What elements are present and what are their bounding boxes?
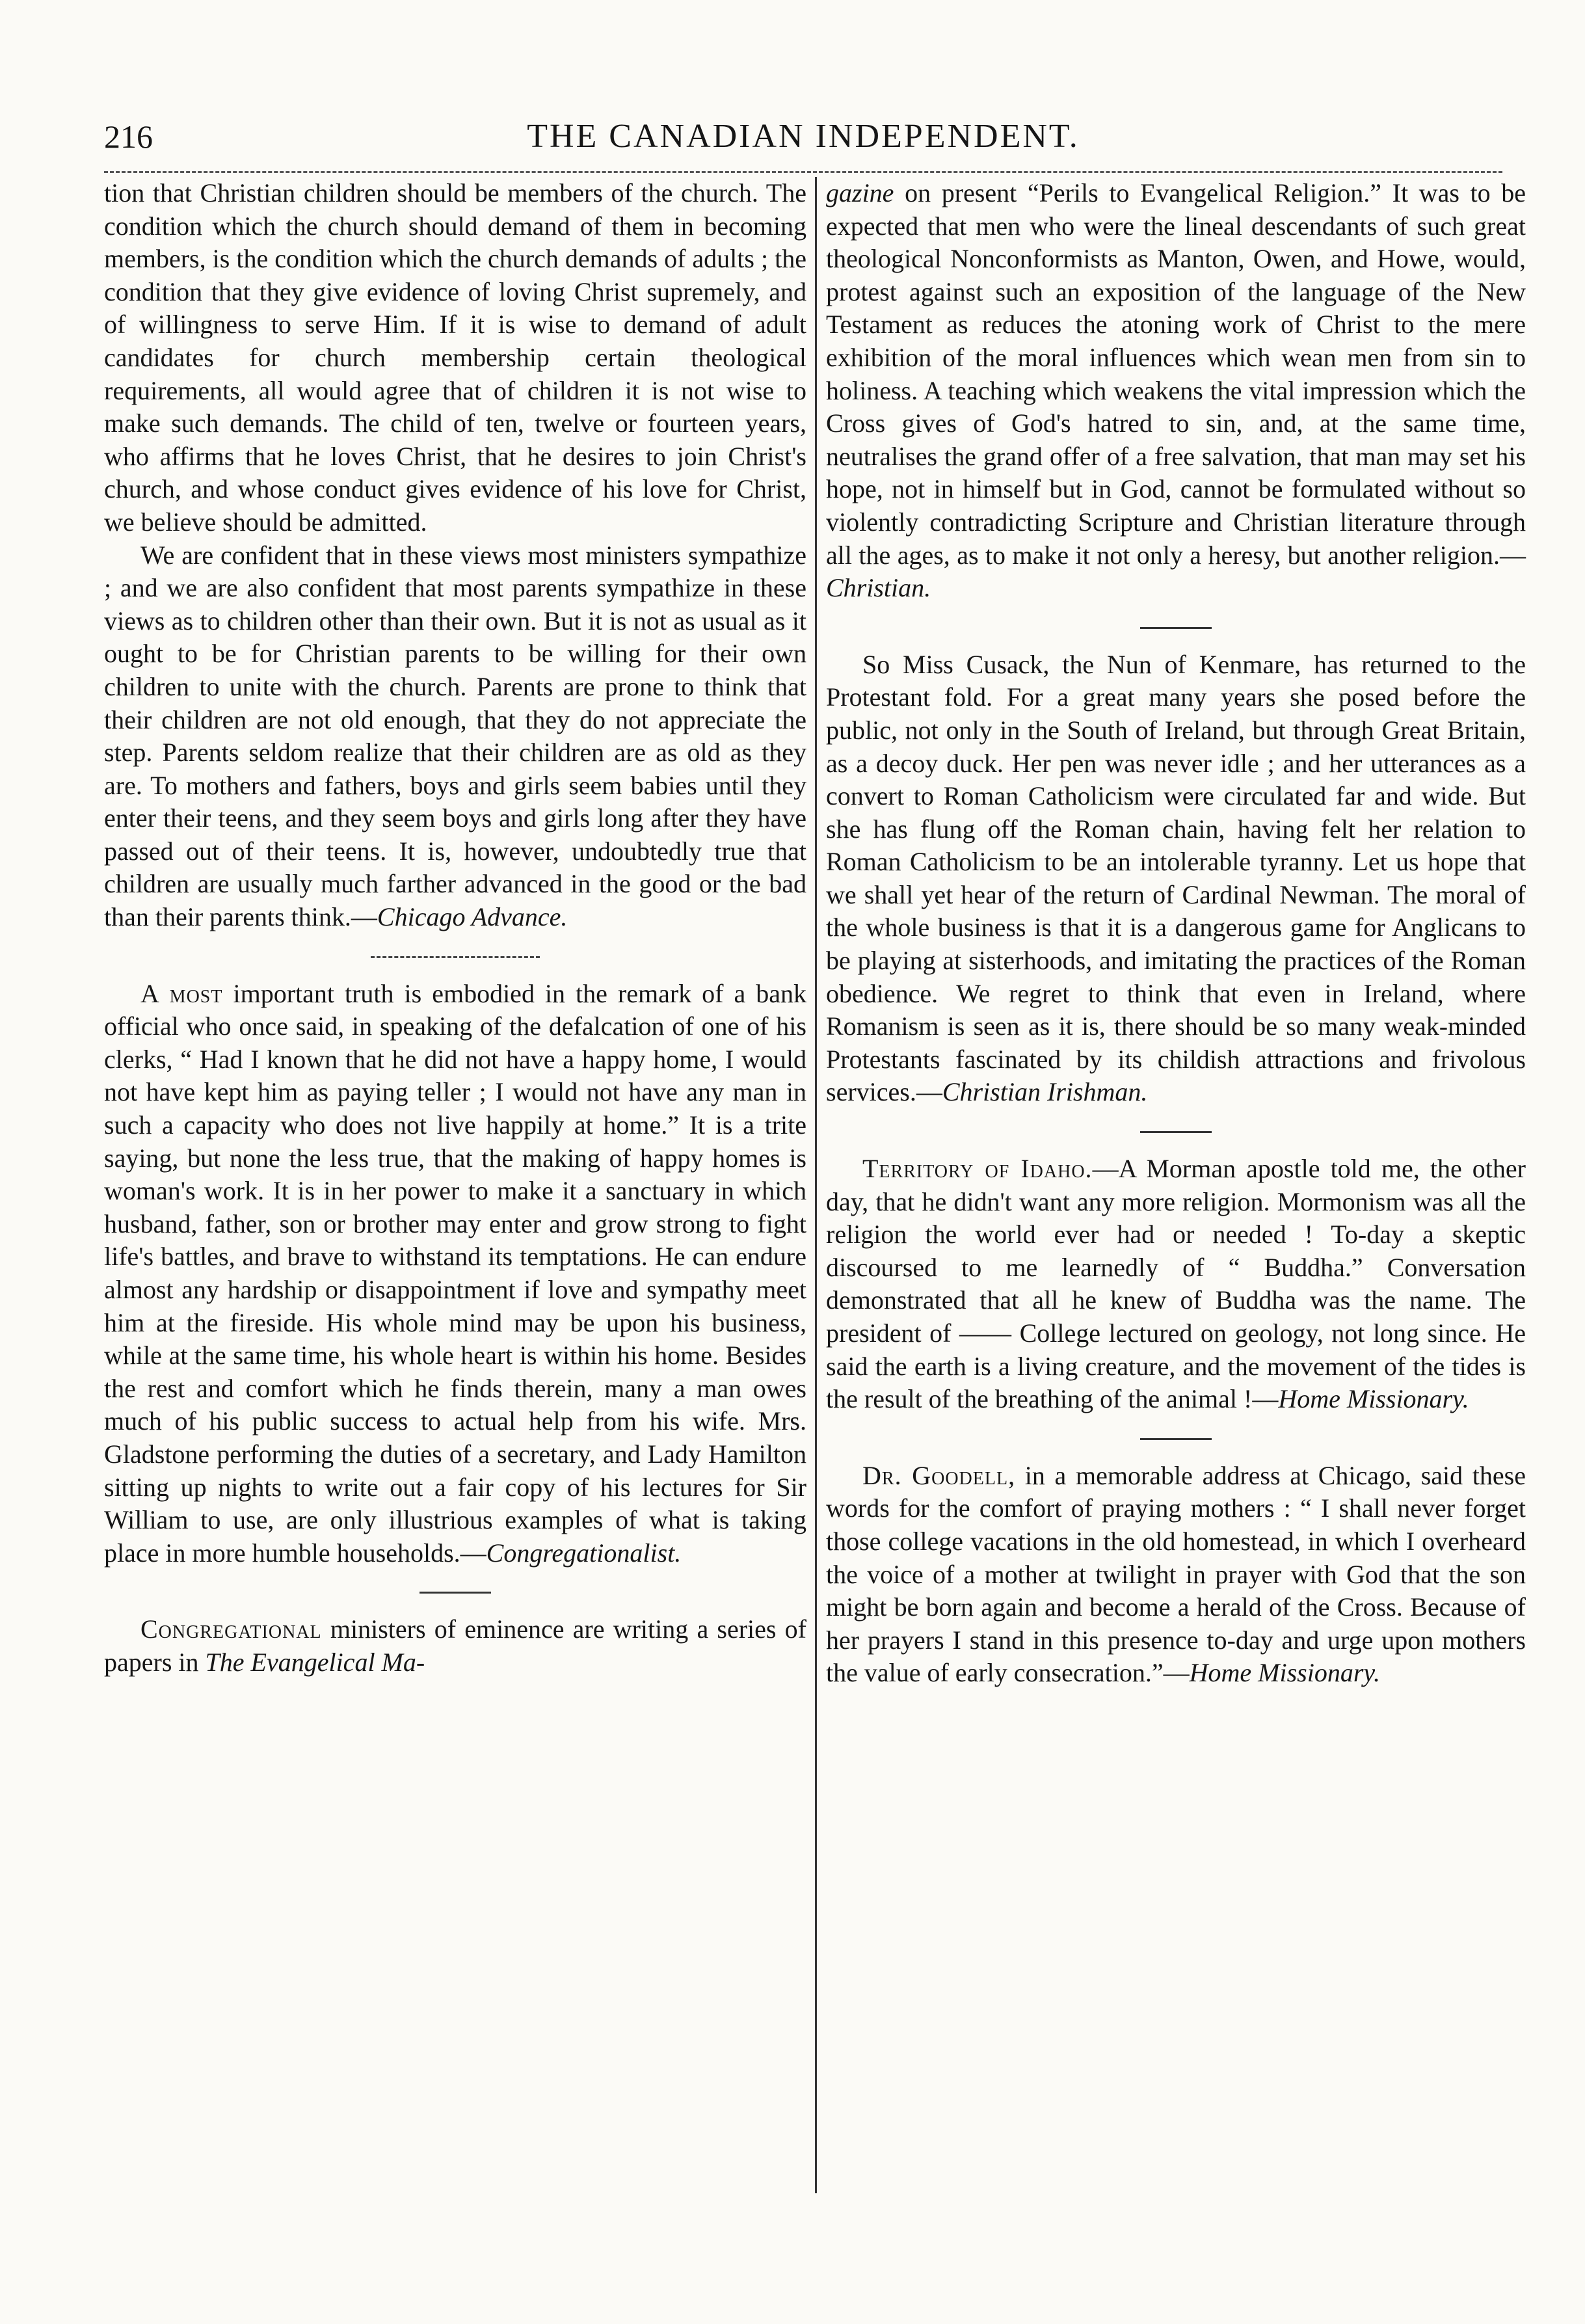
source-credit: Christian. [826, 573, 931, 603]
article-paragraph: Congregational ministers of eminence are writing a series of papers in The Evangelical Ma- [104, 1614, 806, 1677]
lead-in: Dr. Goodell, [862, 1460, 1016, 1490]
magazine-title: gazine [826, 178, 894, 207]
lead-in: A most [140, 978, 223, 1008]
article-separator [420, 1592, 491, 1594]
article-paragraph: gazine on present “Perils to Evangelical Religion.” It was to be expected that men who were the lineal descendants of such great theological Nonconformists as Manton, Owen, and Howe, would, protest against such an exposition of the language of the New Testament as reduces the atoning work of Christ to the mere exhibition of the moral influences which wean men from sin to holiness. A teaching which weakens the vital impression which the Cross gives of God's hatred to sin, and, at the same time, neutralises the grand offer of a free salvation, that man may set his hope, not in himself but in God, cannot be formulated without so violently contradicting Scripture and Christian literature through all the ages, as to make it not only a heresy, but another religion.—Christian. [826, 178, 1526, 603]
source-credit: Home Missionary. [1189, 1658, 1380, 1688]
page-number: 216 [104, 118, 153, 155]
article-separator [1140, 627, 1212, 629]
article-separator [1140, 1131, 1212, 1133]
article-paragraph: So Miss Cusack, the Nun of Kenmare, has returned to the Protestant fold. For a great many years she posed before the public, not only in the South of Ireland, but through Great Britain, as a decoy duck. Her pen was never idle ; and her utterances as a convert to Roman Catholicism were circulated far and wide. But she has flung off the Roman chain, having felt her relation to Roman Catholicism to be an intolerable tyranny. Let us hope that we shall yet hear of the return of Cardinal Newman. The moral of the whole business is that it is a dangerous game for Anglicans to be playing at sisterhoods, and imitating the practices of the Roman obedience. We regret to think that even in Ireland, where Romanism is seen as it is, there should be so many weak-minded Protestants fascinated by its childish attractions and frivolous services.—Christian Irishman. [826, 649, 1526, 1107]
right-column [826, 177, 1526, 1690]
source-credit: Chicago Advance. [377, 902, 568, 932]
lead-in: Territory of Idaho. [862, 1154, 1093, 1184]
article-separator [371, 956, 540, 958]
magazine-title: The Evangelical Ma- [205, 1647, 425, 1677]
source-credit: Congregationalist. [486, 1538, 682, 1568]
column-divider [815, 177, 817, 2193]
header-rule [104, 171, 1502, 173]
article-paragraph: Territory of Idaho.—A Morman apostle told me, the other day, that he didn't want any more religion. Mormonism was all the religion the world ever had or needed ! To-day a skeptic discoursed to me learnedly of “ Buddha.” Conversation demonstrated that all he knew of Buddha was the name. The president of —— College lectured on geology, not long since. He said the earth is a living creature, and the movement of the tides is the result of the breathing of the animal !—Home Missionary. [826, 1154, 1526, 1414]
article-separator [1140, 1438, 1212, 1440]
article-paragraph: We are confident that in these views most ministers sympathize ; and we are also confident that most parents sympathize in these views as to children other than their own. But it is not as usual as it ought to be for Christian parents to be willing for their own children to unite with the church. Parents are prone to think that their children are not old enough, that they do not appreciate the step. Parents seldom realize that their children are as old as they are. To mothers and fathers, boys and girls seem babies until they enter their teens, and they seem boys and girls long after they have passed out of their teens. It is, however, undoubtedly true that children are usually much farther advanced in the good or the bad than their parents think.—Chicago Advance. [104, 540, 806, 932]
article-paragraph: tion that Christian children should be members of the church. The condition which the church should demand of them in becoming members, is the condition which the church demands of adults ; the condition that they give evidence of loving Christ supremely, and of willingness to serve Him. If it is wise to demand of adult candidates for church membership certain theological requirements, all would agree that of children it is not wise to make such demands. The child of ten, twelve or fourteen years, who affirms that he loves Christ, that he desires to join Christ's church, and whose conduct gives evidence of his love for Christ, we believe should be admitted. [104, 178, 806, 537]
page-header [104, 114, 1502, 159]
lead-in: Congregational [140, 1614, 322, 1644]
source-credit: Home Missionary. [1278, 1384, 1469, 1414]
article-paragraph: Dr. Goodell, in a memorable address at Chicago, said these words for the comfort of praying mothers : “ I shall never forget those college vacations in the old homestead, in which I overheard the voice of a mother at twilight in prayer with God that the son might be born again and become a herald of the Cross. Because of her prayers I stand in this presence to-day and urge upon mothers the value of early consecration.”—Home Missionary. [826, 1460, 1526, 1688]
article-paragraph: A most important truth is embodied in the remark of a bank official who once said, in speaking of the defalcation of one of his clerks, “ Had I known that he did not have a happy home, I would not have kept him as paying teller ; I would not have any man in such a capacity who does not live happily at home.” It is a trite saying, but none the less true, that the making of happy homes is woman's work. It is in her power to make it a sanctuary in which husband, father, son or brother may enter and grow strong to fight life's battles, and brave to withstand its temptations. He can endure almost any hardship or disappointment if love and sympathy meet him at the fireside. His whole mind may be upon his business, while at the same time, his whole heart is within his home. Besides the rest and comfort which he finds therein, many a man owes much of his public success to actual help from his wife. Mrs. Gladstone performing the duties of a secretary, and Lady Hamilton sitting up nights to write out a fair copy of his lectures for Sir William to use, are only illustrious examples of what is taking place in more humble households.—Congregationalist. [104, 978, 806, 1568]
left-column [104, 177, 806, 1679]
running-title: THE CANADIAN INDEPENDENT. [527, 118, 1080, 155]
source-credit: Christian Irishman. [942, 1077, 1148, 1107]
